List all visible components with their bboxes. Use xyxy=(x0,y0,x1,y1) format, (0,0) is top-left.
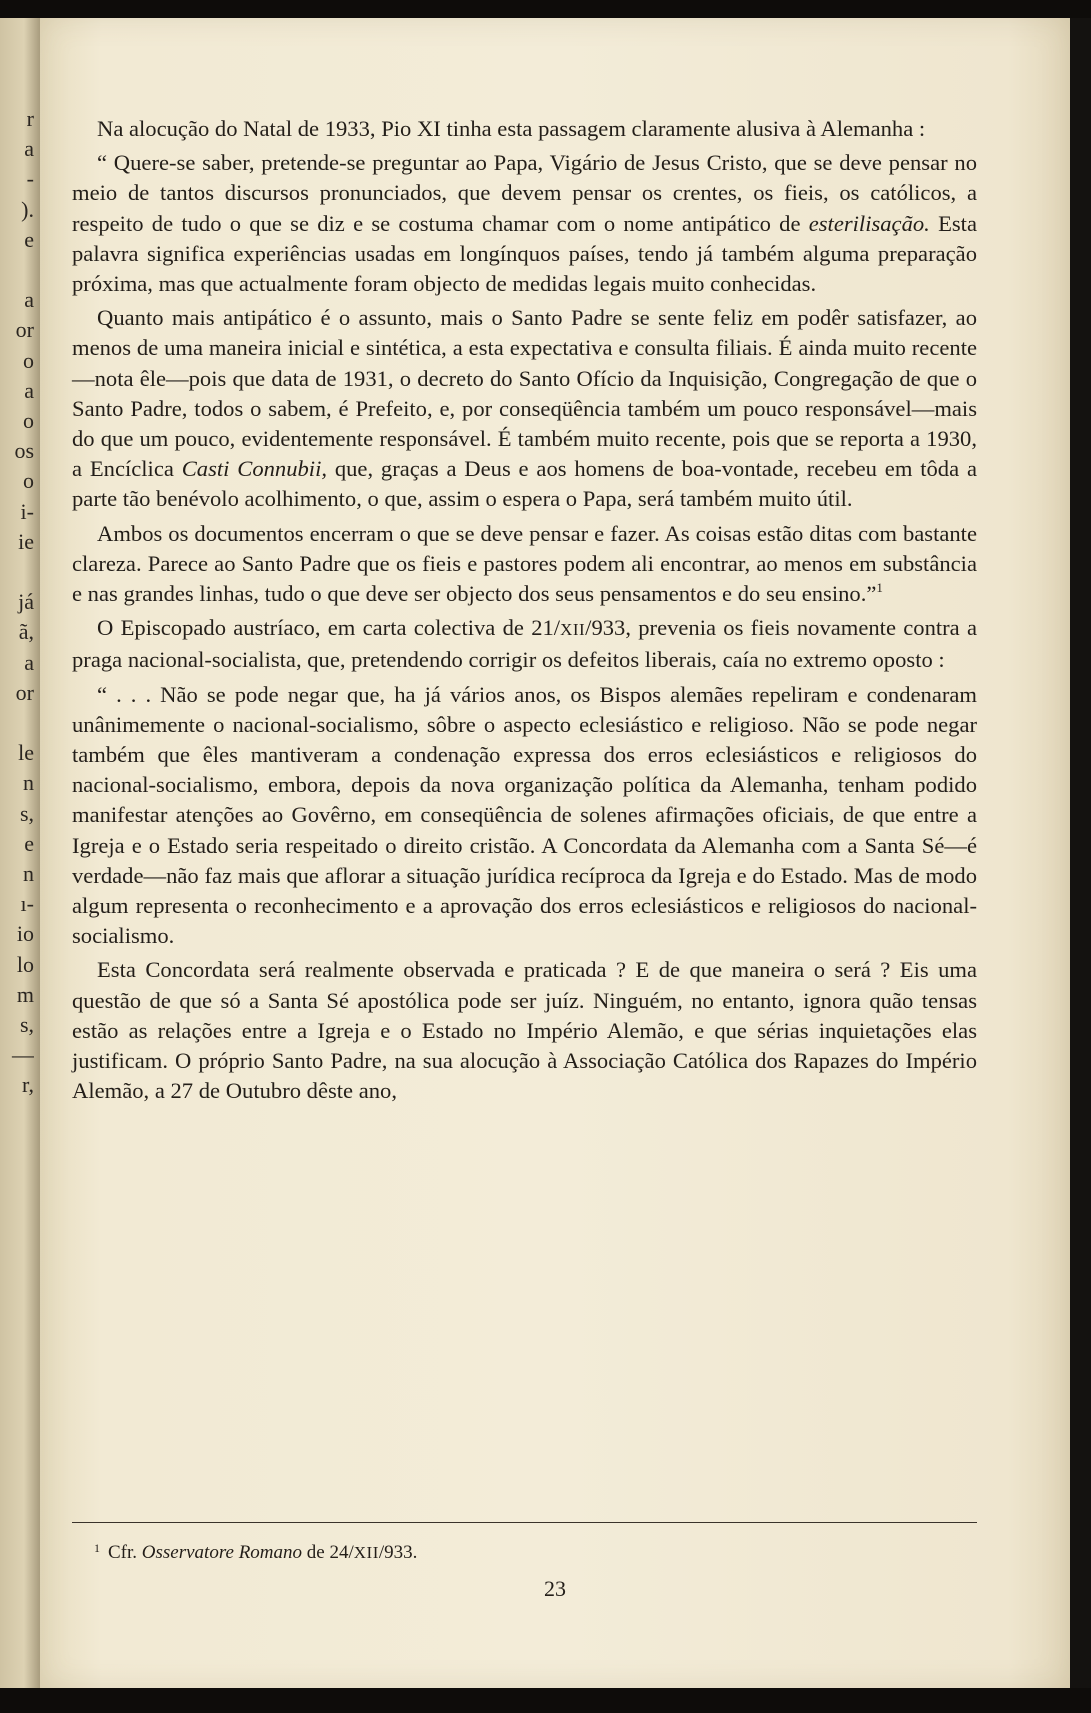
previous-page-fragment: o xyxy=(23,347,34,373)
previous-page-fragment: r xyxy=(26,106,34,131)
paragraph-1: Na alocução do Natal de 1933, Pio XI tinha esta passagem claramente alusiva à Alemanha : xyxy=(97,116,926,141)
previous-page-fragment: i- xyxy=(20,498,34,524)
previous-page-fragment: m xyxy=(16,981,34,1007)
previous-page-fragment: a xyxy=(24,136,34,162)
previous-page-fragment: ie xyxy=(18,528,34,554)
previous-page-fragment: e xyxy=(24,830,34,856)
bottom-dark-border xyxy=(0,1688,1091,1713)
paragraph-6-quote: “ . . . Não se pode negar que, ha já vários anos, os Bispos alemães repeliram e condenaram unânimemente o nacional-socialismo, sôbre o aspecto eclesiástico e religioso. Não se pode negar também que êles mantiveram a condenação expressa dos erros eclesiásticos e religiosos do nacional-socialismo, embora, depois da nova organização política da Alemanha, tenham podido manifestar atenções ao Govêrno, em conseqüência de solenes afirmações oficiais, de que entre a Igreja e o Estado seria respeitado o direito cristão. A Concordata da Alemanha com a Santa Sé—é verdade—não faz mais que aflorar a situação jurídica recíproca da Igreja e do Estado. Mas de modo algum representa o reconhecimento e a aprovação dos erros eclesiásticos e religiosos do nacional-socialismo. xyxy=(72,681,977,949)
footnote-reference: 1 xyxy=(876,580,883,596)
paragraph-7: Esta Concordata será realmente observada e praticada ? E de que maneira o será ? Eis uma questão de que só a Santa Sé apostólica pode ser juíz. Ninguém, no entanto, ignora quão tensas estão as relações entre a Igreja e o Estado no Império Alemão, e que sérias inquietações elas justificam. O próprio Santo Padre, na sua alocução à Associação Católica dos Rapazes do Império Alemão, a 27 de Outubro dêste ano, xyxy=(72,957,977,1104)
previous-page-fragment: r, xyxy=(22,1072,34,1098)
previous-page-fragment: — xyxy=(12,1042,34,1068)
term-esterilisacao: esterilisação. xyxy=(808,210,930,236)
previous-page-fragment: lo xyxy=(16,951,34,977)
previous-page-fragment: a xyxy=(24,377,34,403)
paragraph-4: Ambos os documentos encerram o que se deve pensar e fazer. As coisas estão ditas com bastante clareza. Parece ao Santo Padre que os fieis e pastores podem ali encontrar, ao menos em substância e nas grandes linhas, tudo o que deve ser objecto dos seus pensamentos e do seu ensino.”$^1$ xyxy=(72,520,977,607)
previous-page-fragment: or xyxy=(15,317,34,343)
previous-page-fragment: ). xyxy=(21,196,34,222)
previous-page-fragment: já xyxy=(18,589,34,615)
previous-page-fragment: s, xyxy=(19,800,34,826)
previous-page-fragment: o xyxy=(23,408,34,433)
previous-page-fragment: s, xyxy=(19,1012,34,1037)
previous-page-fragment: n xyxy=(23,861,34,886)
previous-page-edge xyxy=(0,18,40,1690)
previous-page-fragment: - xyxy=(26,166,34,192)
footnote: $^1$ Cfr. Osservatore Romano de 24/XII/933. xyxy=(94,1541,418,1563)
previous-page-fragment: os xyxy=(14,438,34,464)
right-dark-border xyxy=(1070,18,1091,1688)
previous-page-fragment: ã, xyxy=(18,619,34,645)
body-text xyxy=(72,114,977,1111)
footnote-divider xyxy=(72,1522,977,1523)
previous-page-fragment: ı- xyxy=(20,891,34,917)
previous-page-fragment: or xyxy=(15,679,34,705)
footnote-source: Osservatore Romano xyxy=(141,1542,303,1563)
previous-page-fragment: n xyxy=(23,770,34,796)
encyclical-title: Casti Connubii, xyxy=(181,456,328,482)
previous-page-fragment: le xyxy=(18,740,34,766)
paragraph-2-quote: “ Quere-se saber, pretende-se preguntar ao Papa, Vigário de Jesus Cristo, que se deve pensar no meio de tantos discursos pronunciados, que devem pensar os crentes, os fieis, os católicos, a respeito de tudo o que se diz e se costuma chamar com o nome antipático de esterilisação. Esta palavra significa experiências usadas em longínquos países, tendo já também alguma preparação próxima, mas que actualmente foram objecto de medidas legais muito conhecidas. xyxy=(72,150,977,297)
previous-page-fragment: a xyxy=(24,649,34,675)
paragraph-3: Quanto mais antipático é o assunto, mais o Santo Padre se sente feliz em podêr satisfazer, ao menos de uma maneira inicial e sintética, a esta expectativa e consulta filiais. É ainda muito recente—nota êle—pois que data de 1931, o decreto do Santo Ofício da Inquisição, Congregação de que o Santo Padre, todos o sabem, é Prefeito, e, por conseqüência também um pouco responsável—mais do que um pouco, evidentemente responsável. É também muito recente, pois que se reporta a 1930, a Encíclica Casti Connubii, que, graças a Deus e aos homens de boa-vontade, recebeu em tôda a parte tão benévolo acolhimento, o que, assim o espera o Papa, será também muito útil. xyxy=(72,305,977,512)
previous-page-fragment: io xyxy=(16,921,34,947)
previous-page-fragment: o xyxy=(23,468,34,494)
page-number: 23 xyxy=(544,1576,566,1601)
paragraph-5: O Episcopado austríaco, em carta colectiva de 21/XII/933, prevenia os fieis novamente contra a praga nacional-socialista, que, pretendendo corrigir os defeitos liberais, caía no extremo oposto : xyxy=(72,615,977,673)
book-page xyxy=(40,18,1070,1688)
previous-page-fragment: a xyxy=(24,287,34,313)
previous-page-fragment: e xyxy=(24,226,34,252)
